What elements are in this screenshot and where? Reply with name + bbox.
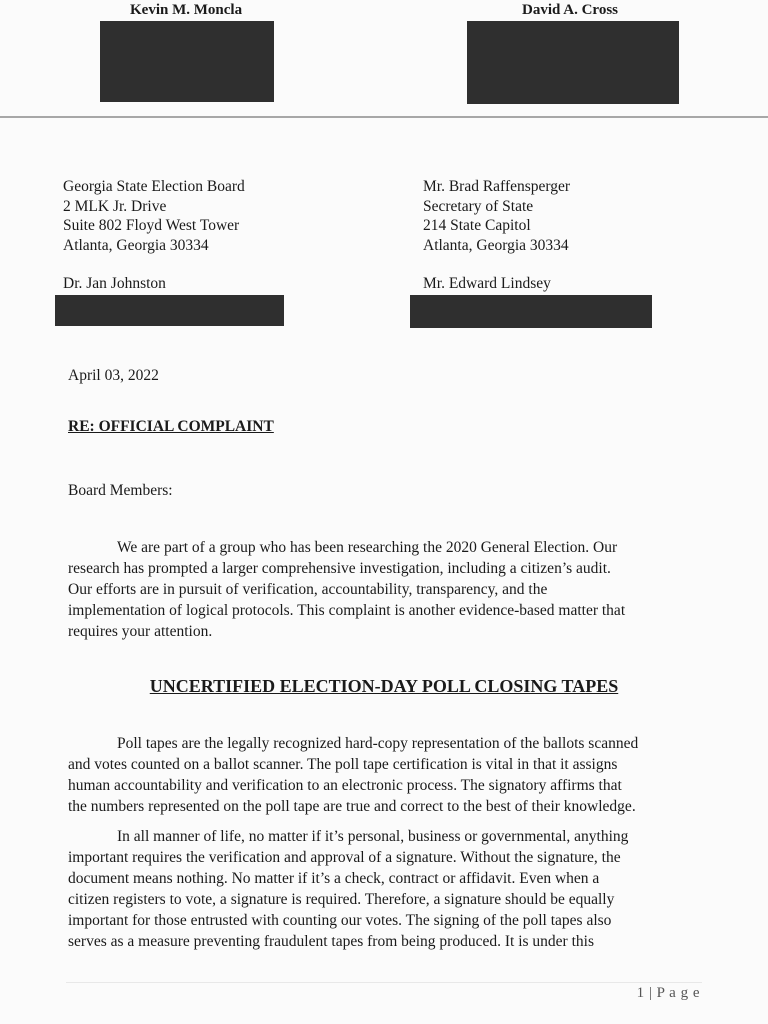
redaction-box-left [100,21,274,102]
paragraph-line: serves as a measure preventing fraudulent tapes from being produced. It is under this [68,933,594,950]
page-number: 1 | P a g e [636,985,700,1001]
paragraph-line: important requires the verification and approval of a signature. Without the signature, the [68,849,621,866]
redaction-box-right [467,21,679,104]
body-paragraph-2 [68,826,698,952]
letter-date: April 03, 2022 [68,367,159,384]
paragraph-line: the numbers represented on the poll tape are true and correct to the best of their knowledge. [68,798,636,815]
address-line: Suite 802 Floyd West Tower [63,217,240,234]
recipient-address-right [423,177,570,255]
paragraph-line: and votes counted on a ballot scanner. The poll tape certification is vital in that it assigns [68,756,618,773]
subject-line: RE: OFFICIAL COMPLAINT [68,418,274,435]
paragraph-line: Poll tapes are the legally recognized hard-copy representation of the ballots scanned [117,735,639,752]
body-paragraph-1 [68,733,698,817]
header-divider [0,116,768,118]
address-line: Georgia State Election Board [63,178,245,195]
address-line: 214 State Capitol [423,217,531,234]
paragraph-line: document means nothing. No matter if it’s a check, contract or affidavit. Even when a [68,870,600,887]
section-heading: UNCERTIFIED ELECTION-DAY POLL CLOSING TAPES [149,676,619,696]
address-line: 2 MLK Jr. Drive [63,197,167,215]
paragraph-line: requires your attention. [68,623,213,640]
footer-divider [66,982,702,983]
address-line: Secretary of State [423,197,534,215]
redaction-box-person-right [410,295,652,328]
letterhead-right-name: David A. Cross [522,2,618,18]
paragraph-line: human accountability and verification to an electronic process. The signatory affirms that [68,777,622,794]
paragraph-line: important for those entrusted with counting our votes. The signing of the poll tapes also [68,912,612,929]
address-line: Atlanta, Georgia 30334 [63,236,209,254]
intro-paragraph [68,537,698,642]
paragraph-line: implementation of logical protocols. This complaint is another evidence-based matter that [68,602,626,619]
paragraph-line: citizen registers to vote, a signature is required. Therefore, a signature should be equally [68,891,615,908]
paragraph-line: research has prompted a larger comprehensive investigation, including a citizen’s audit. [68,560,611,577]
paragraph-line: In all manner of life, no matter if it’s personal, business or governmental, anything [117,828,629,845]
address-line: Mr. Brad Raffensperger [423,178,571,195]
paragraph-line: Our efforts are in pursuit of verification, accountability, transparency, and the [68,581,548,598]
recipient-person-right: Mr. Edward Lindsey [423,275,551,292]
letterhead-left-name: Kevin M. Moncla [130,2,243,18]
salutation: Board Members: [68,482,173,499]
recipient-address-left [63,177,245,255]
paragraph-line: We are part of a group who has been researching the 2020 General Election. Our [117,539,618,556]
recipient-person-left: Dr. Jan Johnston [63,275,166,292]
redaction-box-person-left [55,295,284,326]
address-line: Atlanta, Georgia 30334 [423,236,569,254]
